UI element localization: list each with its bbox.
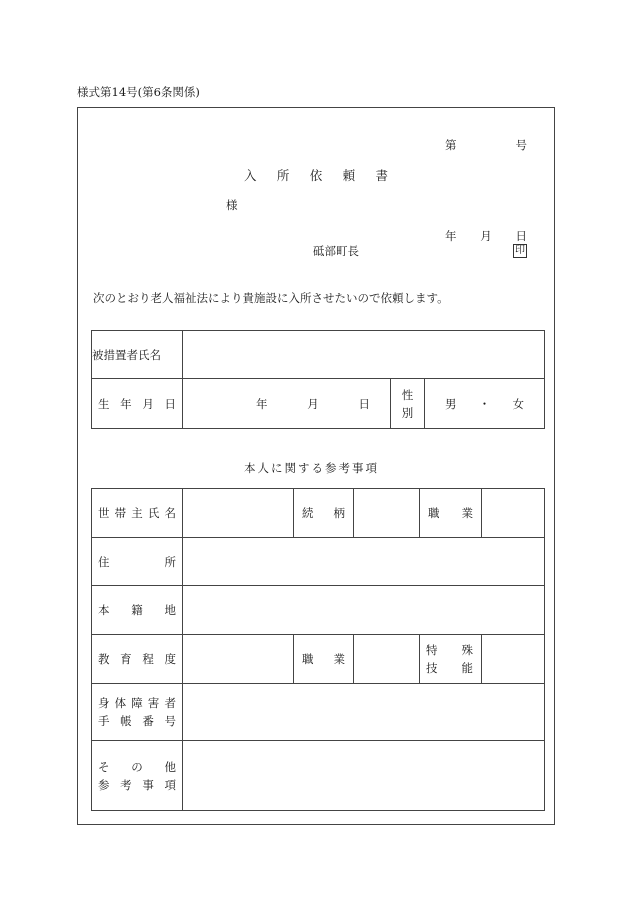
date-year: 年 [445, 229, 457, 243]
label-char: 続 [302, 506, 314, 520]
label-char: 氏 [147, 506, 160, 520]
label-char: 項 [164, 777, 176, 792]
label-char: 帳 [120, 714, 132, 728]
label-char: の [131, 759, 143, 774]
table-row [92, 741, 545, 811]
birth-month-unit: 月 [307, 396, 319, 411]
label-char: 身 [98, 696, 110, 710]
table-row [92, 489, 545, 538]
label-char: 名 [164, 506, 176, 520]
birthdate-field[interactable] [183, 379, 391, 429]
label-char: 体 [114, 696, 127, 710]
other-notes-label [92, 741, 183, 811]
reference-heading: 本人に関する参考事項 [244, 461, 379, 475]
title-char: 依 [309, 168, 323, 183]
subject-name-field[interactable] [183, 331, 545, 379]
label-char: 手 [98, 714, 110, 728]
table-row [92, 586, 545, 635]
label-char: 生 [98, 396, 110, 411]
label-char: 参 [98, 777, 110, 792]
label-char: 他 [164, 759, 176, 774]
table-row [92, 379, 545, 429]
occupation2-field[interactable] [354, 635, 420, 684]
seal-char: 印 [515, 245, 525, 256]
date-day: 日 [515, 229, 527, 243]
birth-year-unit: 年 [256, 396, 268, 411]
label-char: 地 [164, 603, 176, 617]
label-char: 職 [302, 652, 314, 666]
title-char: 書 [375, 168, 388, 183]
label-char: 主 [131, 506, 143, 520]
subject-table [91, 330, 545, 429]
relationship-field[interactable] [354, 489, 420, 538]
education-label [92, 635, 183, 684]
number-dai: 第 [445, 138, 457, 152]
table-row [92, 331, 545, 379]
label-char: 技 [426, 661, 438, 675]
title-char: 所 [276, 168, 290, 183]
household-head-field[interactable] [183, 489, 294, 538]
label-char: 日 [164, 396, 176, 411]
birthdate-label [92, 379, 183, 429]
label-char: 障 [131, 696, 143, 710]
domicile-field[interactable] [183, 586, 545, 635]
label-char: 度 [164, 652, 176, 666]
seal-mark [513, 242, 527, 258]
label-char: 特 [426, 643, 438, 657]
birth-day-unit: 日 [358, 396, 370, 411]
issuer-name: 砥部町長 [313, 244, 359, 258]
disability-card-field[interactable] [183, 684, 545, 741]
label-char: 性 [401, 387, 414, 402]
label-char: 別 [401, 405, 414, 420]
document-number-line [445, 137, 527, 153]
sex-field[interactable] [425, 379, 545, 429]
date-month: 月 [480, 229, 492, 243]
sex-label [391, 379, 425, 429]
table-row [92, 684, 545, 741]
label-char: 月 [142, 396, 154, 411]
address-field[interactable] [183, 538, 545, 586]
label-char: 籍 [131, 603, 143, 617]
label-char: 帯 [114, 506, 127, 520]
label-char: 者 [164, 696, 176, 710]
addressee-suffix: 様 [226, 198, 238, 212]
sex-male-option[interactable]: 男 [445, 396, 457, 411]
label-char: 業 [461, 506, 473, 520]
label-char: 程 [142, 652, 154, 666]
document-title [244, 166, 388, 184]
occupation2-label [294, 635, 354, 684]
label-char: 本 [98, 603, 110, 617]
label-char: 育 [120, 652, 132, 666]
label-char: 所 [164, 554, 176, 569]
request-statement: 次のとおり老人福祉法により貴施設に入所させたいので依頼します。 [93, 291, 449, 305]
sex-female-option[interactable]: 女 [512, 396, 524, 411]
occupation-label [420, 489, 482, 538]
domicile-label [92, 586, 183, 635]
sex-separator: ・ [478, 396, 491, 411]
title-char: 頼 [342, 168, 356, 183]
label-char: 住 [98, 554, 110, 569]
label-char: 害 [147, 696, 160, 710]
subject-name-label: 被措置者氏名 [92, 331, 183, 379]
label-char: 年 [120, 396, 132, 411]
label-char: 業 [333, 652, 345, 666]
label-char: 殊 [461, 643, 473, 657]
relationship-label [294, 489, 354, 538]
label-char: 事 [142, 777, 154, 792]
label-char: 号 [164, 714, 176, 728]
label-char: そ [98, 759, 110, 774]
special-skill-label [420, 635, 482, 684]
reference-table [91, 488, 545, 811]
label-char: 教 [98, 652, 110, 666]
disability-card-label [92, 684, 183, 741]
number-go: 号 [515, 138, 527, 152]
special-skill-field[interactable] [482, 635, 545, 684]
table-row [92, 635, 545, 684]
label-char: 番 [142, 714, 154, 728]
education-field[interactable] [183, 635, 294, 684]
occupation-field[interactable] [482, 489, 545, 538]
title-char: 入 [244, 168, 257, 183]
label-char: 世 [98, 506, 110, 520]
form-number-label: 様式第14号(第6条関係) [77, 85, 200, 99]
household-head-label [92, 489, 183, 538]
other-notes-field[interactable] [183, 741, 545, 811]
label-char: 能 [461, 661, 473, 675]
table-row [92, 538, 545, 586]
address-label [92, 538, 183, 586]
label-char: 柄 [333, 506, 345, 520]
label-char: 考 [120, 777, 132, 792]
label-char: 職 [428, 506, 440, 520]
